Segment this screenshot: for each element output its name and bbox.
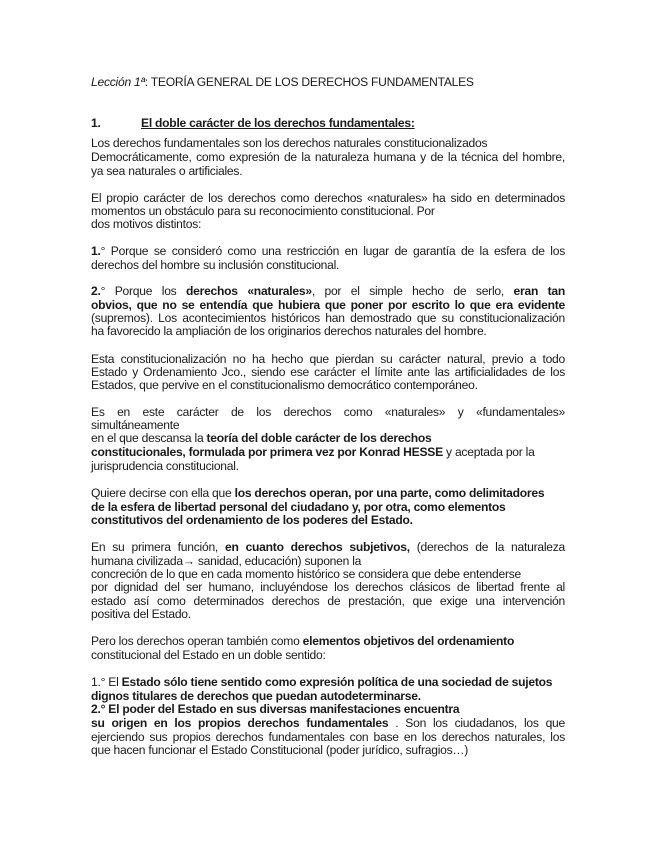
p8-line-3: concreción de lo que en cada momento histórico se considera que debe entenderse bbox=[91, 567, 522, 581]
p7-line-1 bbox=[91, 487, 544, 501]
p5-line-1: Esta constitucionalización no ha hecho que pierdan su carácter natural, previo a todo bbox=[91, 352, 565, 366]
p4-line-4: ha favorecido la ampliación de los originarios derechos naturales del hombre. bbox=[91, 324, 487, 338]
p3-line-1-text: ° Porque se consideró como una restricción en lugar de garantía de la esfera de los bbox=[100, 244, 565, 258]
p9-line-1-a: Pero los derechos operan también como bbox=[91, 634, 303, 648]
p8-line-1 bbox=[91, 541, 565, 555]
p6-line-5: jurisprudencia constitucional. bbox=[91, 459, 239, 473]
p3-number: 1. bbox=[91, 244, 101, 258]
p4-text-c: , por el simple hecho de serlo, bbox=[311, 284, 514, 298]
p6-line-3-b: teoría del doble carácter de los derechos bbox=[206, 431, 432, 445]
p8-line-1-a: En su primera función, bbox=[91, 540, 225, 554]
lesson-number: Lección 1ª bbox=[91, 75, 145, 89]
p10-line-1-a: 1.° El bbox=[91, 675, 122, 689]
p5-line-3: Estados, que pervive en el constitucionalismo democrático contemporáneo. bbox=[91, 378, 478, 392]
p9-line-2: constitucional del Estado en un doble sentido: bbox=[91, 648, 326, 662]
p8-line-1-b: en cuanto derechos subjetivos, bbox=[225, 540, 410, 554]
p4-number: 2. bbox=[91, 284, 101, 298]
p7-line-1-a: Quiere decirse con ella que bbox=[91, 486, 235, 500]
p1-line-1: Los derechos fundamentales son los derechos naturales constitucionalizados bbox=[91, 136, 488, 150]
p6-line-1: Es en este carácter de los derechos como «naturales» y «fundamentales» bbox=[91, 405, 565, 419]
p6-line-4 bbox=[91, 446, 535, 460]
p4-text-b: derechos «naturales» bbox=[186, 284, 312, 298]
p10-line-1 bbox=[91, 676, 552, 690]
p6-line-4-b: y aceptada por la bbox=[442, 445, 535, 459]
section-heading: El doble carácter de los derechos fundamentales: bbox=[141, 116, 415, 130]
p8-line-2: humana civilizada→ sanidad, educación) suponen la bbox=[91, 554, 362, 568]
p4-text-a: ° Porque los bbox=[100, 284, 187, 298]
p8-line-5: estado así como determinados derechos de prestación, que exige una intervención bbox=[91, 594, 565, 608]
p10-line-4-a: su origen en los propios derechos fundamentales bbox=[91, 716, 389, 730]
p1-line-3: ya sea naturales o artificiales. bbox=[91, 164, 243, 178]
p4-text-d: eran tan bbox=[513, 284, 566, 298]
p6-line-2: simultáneamente bbox=[91, 418, 180, 432]
p10-line-4-b: . Son los ciudadanos, los que bbox=[388, 716, 566, 730]
p3-line-2: derechos del hombre su inclusión constitucional. bbox=[91, 258, 340, 272]
p1-line-2: Democráticamente, como expresión de la naturaleza humana y de la técnica del hombre, bbox=[91, 150, 565, 164]
p4-line-3: (supremos). Los acontecimientos históricos han demostrado que su constitucionalización bbox=[91, 311, 565, 325]
p2-line-1: El propio carácter de los derechos como derechos «naturales» ha sido en determinados bbox=[91, 191, 565, 205]
p6-line-3-a: en el que descansa la bbox=[91, 431, 207, 445]
p8-line-1-c: (derechos de la naturaleza bbox=[409, 540, 566, 554]
p10-line-2-text: dignos titulares de derechos que puedan autodeterminarse. bbox=[91, 689, 421, 703]
p7-line-3 bbox=[91, 514, 413, 528]
p6-line-4-a: constitucionales, formulada por primera vez por Konrad HESSE bbox=[91, 445, 443, 459]
p10-line-5: ejerciendo sus propios derechos fundamentales con base en los derechos naturales, los bbox=[91, 730, 565, 744]
p8-line-4: por dignidad del ser humano, incluyéndose los derechos clásicos de libertad frente al bbox=[91, 580, 565, 594]
p9-line-1 bbox=[91, 635, 514, 649]
p2-line-2: momentos un obstáculo para su reconocimiento constitucional. Por bbox=[91, 204, 435, 218]
p7-line-3-text: constitutivos del ordenamiento de los poderes del Estado. bbox=[91, 513, 413, 527]
p9-line-1-b: elementos objetivos del ordenamiento bbox=[302, 634, 515, 648]
p7-line-1-b: los derechos operan, por una parte, como delimitadores bbox=[234, 486, 545, 500]
p5-line-2: Estado y Ordenamiento Jco., siendo ese carácter el límite ante las artificialidades de los bbox=[91, 365, 565, 379]
lesson-title-text: : TEORÍA GENERAL DE LOS DERECHOS FUNDAMENTALES bbox=[144, 75, 474, 89]
p3-line-1 bbox=[91, 245, 565, 259]
lesson-title bbox=[91, 76, 474, 90]
p8-line-6: positiva del Estado. bbox=[91, 607, 191, 621]
p6-line-3 bbox=[91, 432, 432, 446]
p10-line-1-b: Estado sólo tiene sentido como expresión política de una sociedad de sujetos bbox=[121, 675, 553, 689]
p10-line-3 bbox=[91, 703, 459, 717]
section-number: 1. bbox=[91, 116, 101, 130]
p7-line-2-text: de la esfera de libertad personal del ciudadano y, por otra, como elementos bbox=[91, 500, 506, 514]
p10-line-3-text: 2.° El poder del Estado en sus diversas manifestaciones encuentra bbox=[91, 702, 460, 716]
p2-line-3: dos motivos distintos: bbox=[91, 217, 202, 231]
p4-line-1 bbox=[91, 285, 565, 299]
p10-line-4 bbox=[91, 717, 565, 731]
p10-line-6: que hacen funcionar el Estado Constitucional (poder jurídico, sufragios…) bbox=[91, 743, 469, 757]
p4-line-2-text: obvios, que no se entendía que hubiera que poner por escrito lo que era evidente bbox=[91, 298, 565, 312]
